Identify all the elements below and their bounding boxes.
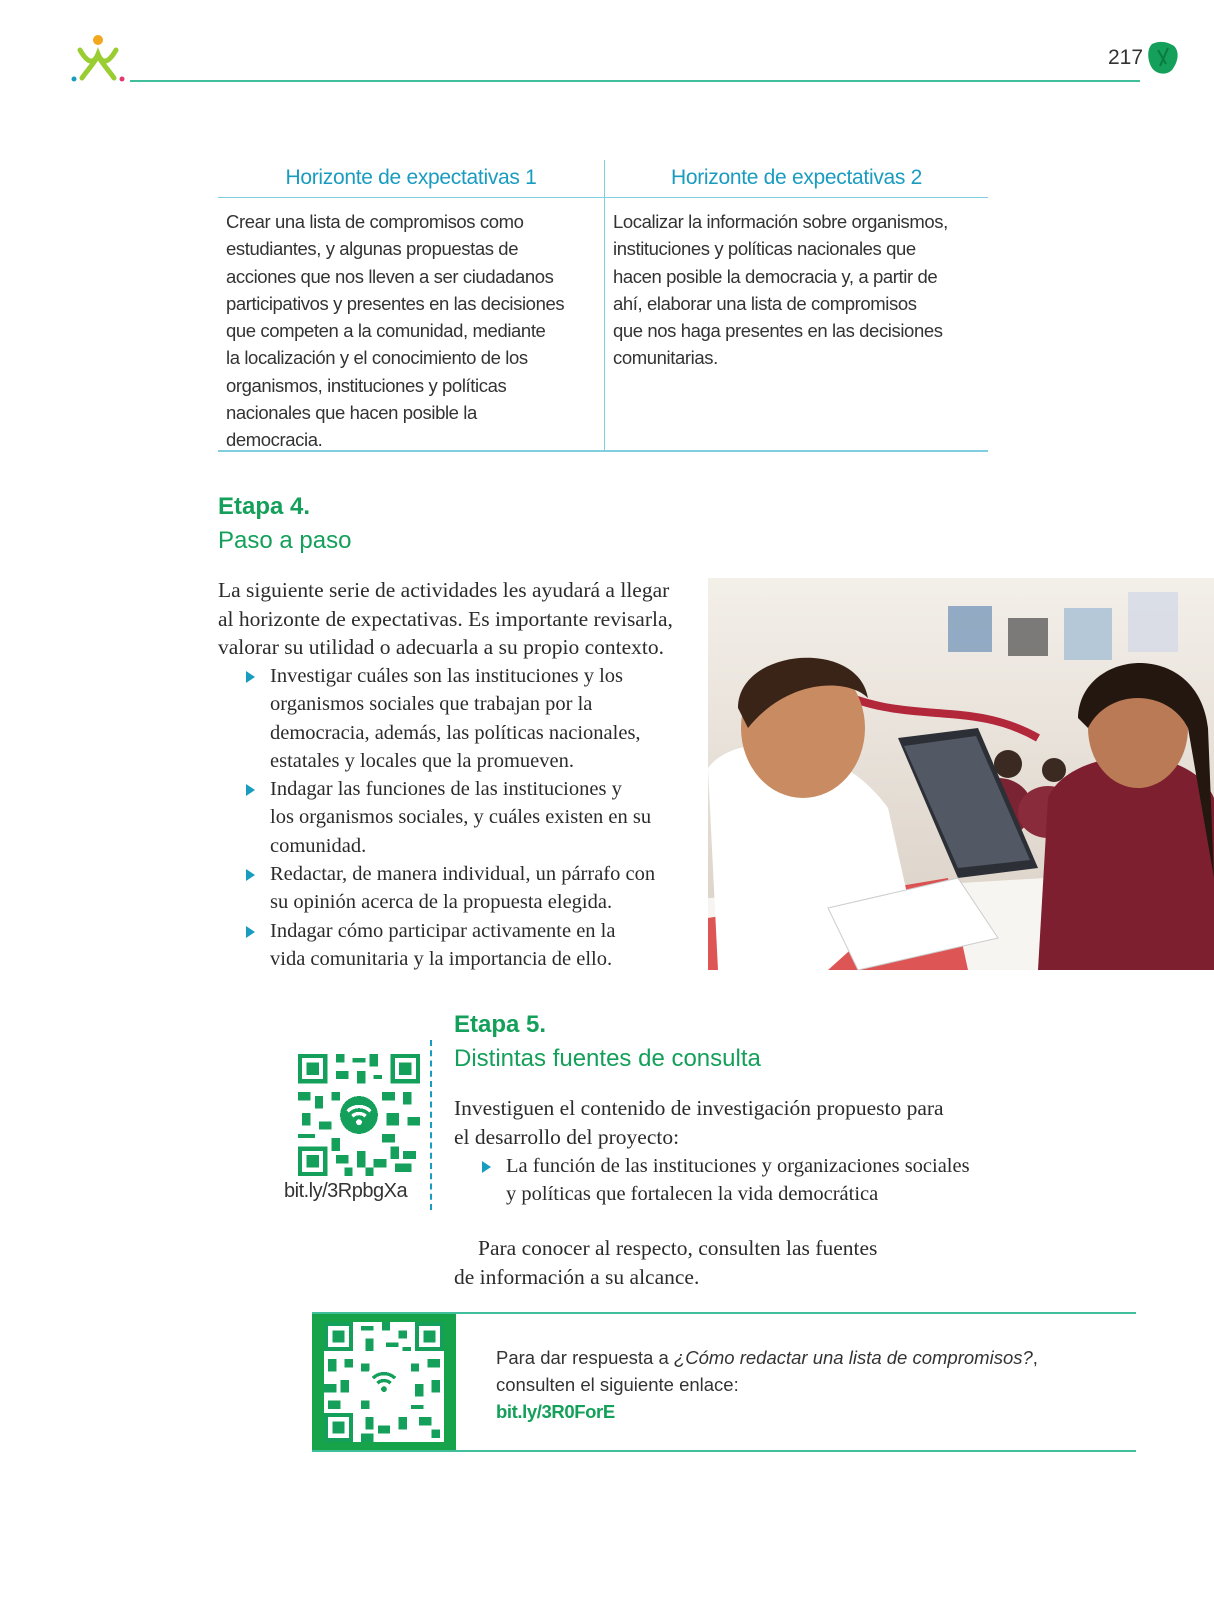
link-box-text xyxy=(496,1344,1116,1425)
link-box-line-1 xyxy=(496,1344,1116,1371)
column-1-body xyxy=(218,198,604,454)
column-1-line: organismos, instituciones y políticas xyxy=(226,374,507,396)
qr-panel xyxy=(312,1314,456,1450)
stage-5-heading xyxy=(454,1008,761,1076)
stage-4-intro-line: valorar su utilidad o adecuarla a su propio contexto. xyxy=(218,635,664,659)
qr-code-icon xyxy=(322,1322,446,1442)
list-item-line: estatales y locales que la promueven. xyxy=(270,749,574,772)
list-item-line: La función de las instituciones y organizaciones sociales xyxy=(506,1155,970,1177)
column-1-line: acciones que nos lleven a ser ciudadanos xyxy=(226,265,554,287)
list-item xyxy=(246,917,686,974)
green-leaf-icon xyxy=(1146,40,1180,76)
classroom-students-photo xyxy=(708,578,1214,970)
stage-5-intro-line: el desarrollo del proyecto: xyxy=(454,1124,680,1149)
stage-4-intro-line: La siguiente serie de actividades les ayudará a llegar xyxy=(218,578,670,602)
qr-code-icon xyxy=(298,1054,420,1176)
stage-4-label: Etapa 4. xyxy=(218,493,311,520)
stage-4-intro xyxy=(218,576,688,662)
list-item-line: Indagar las funciones de las instituciones y xyxy=(270,778,622,801)
column-1-title: Horizonte de expectativas 1 xyxy=(218,160,604,198)
stage-5-closing xyxy=(454,1234,954,1291)
stage-5-intro xyxy=(454,1094,1014,1151)
qr-link-text[interactable]: bit.ly/3RpbgXa xyxy=(284,1180,408,1202)
column-2-title: Horizonte de expectativas 2 xyxy=(605,160,988,198)
link-box-question: ¿Cómo redactar una lista de compromisos? xyxy=(673,1347,1033,1368)
stick-figure-logo-icon xyxy=(70,34,126,84)
column-2-line: Localizar la información sobre organismos, xyxy=(613,211,948,232)
expectations-column-2 xyxy=(604,160,988,452)
list-item-line: Indagar cómo participar activamente en la xyxy=(270,919,616,942)
dashed-divider xyxy=(430,1040,432,1210)
column-2-line: hacen posible la democracia y, a partir de xyxy=(613,265,938,287)
header-rule xyxy=(130,80,1140,82)
column-1-line: participativos y presentes en las decisiones xyxy=(226,292,565,314)
column-2-line: ahí, elaborar una lista de compromisos xyxy=(613,292,917,314)
list-item-line: vida comunitaria y la importancia de ello. xyxy=(270,947,613,970)
list-item-line: democracia, además, las políticas nacionales, xyxy=(270,721,641,744)
list-item-line: organismos sociales que trabajan por la xyxy=(270,693,593,716)
list-item-line: los organismos sociales, y cuáles existen en su xyxy=(270,806,652,829)
link-box-line-2: consulten el siguiente enlace: xyxy=(496,1374,739,1395)
column-1-line: que competen a la comunidad, mediante xyxy=(226,320,546,342)
column-1-line: nacionales que hacen posible la xyxy=(226,402,477,424)
link-box-prefix: Para dar respuesta a xyxy=(496,1347,674,1368)
stage-5-intro-line: Investiguen el contenido de investigación propuesto para xyxy=(454,1096,944,1120)
column-1-line: Crear una lista de compromisos como xyxy=(226,211,524,232)
page-number: 217 xyxy=(1108,46,1144,69)
table-bottom-rule xyxy=(218,450,988,452)
list-item xyxy=(246,662,686,775)
column-1-line: democracia. xyxy=(226,429,323,451)
column-2-line: instituciones y políticas nacionales que xyxy=(613,238,916,260)
stage-5-topic-list xyxy=(482,1152,1002,1209)
expectations-table xyxy=(218,160,988,452)
column-1-line: la localización y el conocimiento de los xyxy=(226,347,528,369)
list-item-line: Redactar, de manera individual, un párrafo con xyxy=(270,863,656,886)
list-item-line: y políticas que fortalecen la vida democrática xyxy=(506,1183,879,1206)
link-box-url[interactable]: bit.ly/3R0ForE xyxy=(496,1401,615,1422)
stage-4-activity-list xyxy=(246,662,686,973)
stage-5-closing-line: Para conocer al respecto, consulten las fuentes xyxy=(478,1236,878,1260)
list-item-line: comunidad. xyxy=(270,834,367,857)
stage-5-label: Etapa 5. xyxy=(454,1011,547,1038)
list-item-line: su opinión acerca de la propuesta elegida. xyxy=(270,891,613,914)
column-2-line: comunitarias. xyxy=(613,347,718,369)
list-item-line: Investigar cuáles son las instituciones y los xyxy=(270,665,623,687)
stage-4-heading xyxy=(218,490,351,558)
list-item xyxy=(482,1152,1002,1209)
link-box-suffix: , xyxy=(1032,1347,1038,1368)
stage-5-closing-line: de información a su alcance. xyxy=(454,1264,700,1289)
link-box xyxy=(312,1312,1136,1452)
column-2-body xyxy=(605,198,988,372)
stage-5-title: Distintas fuentes de consulta xyxy=(454,1045,761,1072)
stage-4-title: Paso a paso xyxy=(218,527,352,554)
list-item xyxy=(246,775,686,860)
column-2-line: que nos haga presentes en las decisiones xyxy=(613,320,943,342)
stage-4-intro-line: al horizonte de expectativas. Es importante revisarla, xyxy=(218,606,673,631)
expectations-column-1 xyxy=(218,160,604,452)
list-item xyxy=(246,860,686,917)
column-1-line: estudiantes, y algunas propuestas de xyxy=(226,238,519,260)
